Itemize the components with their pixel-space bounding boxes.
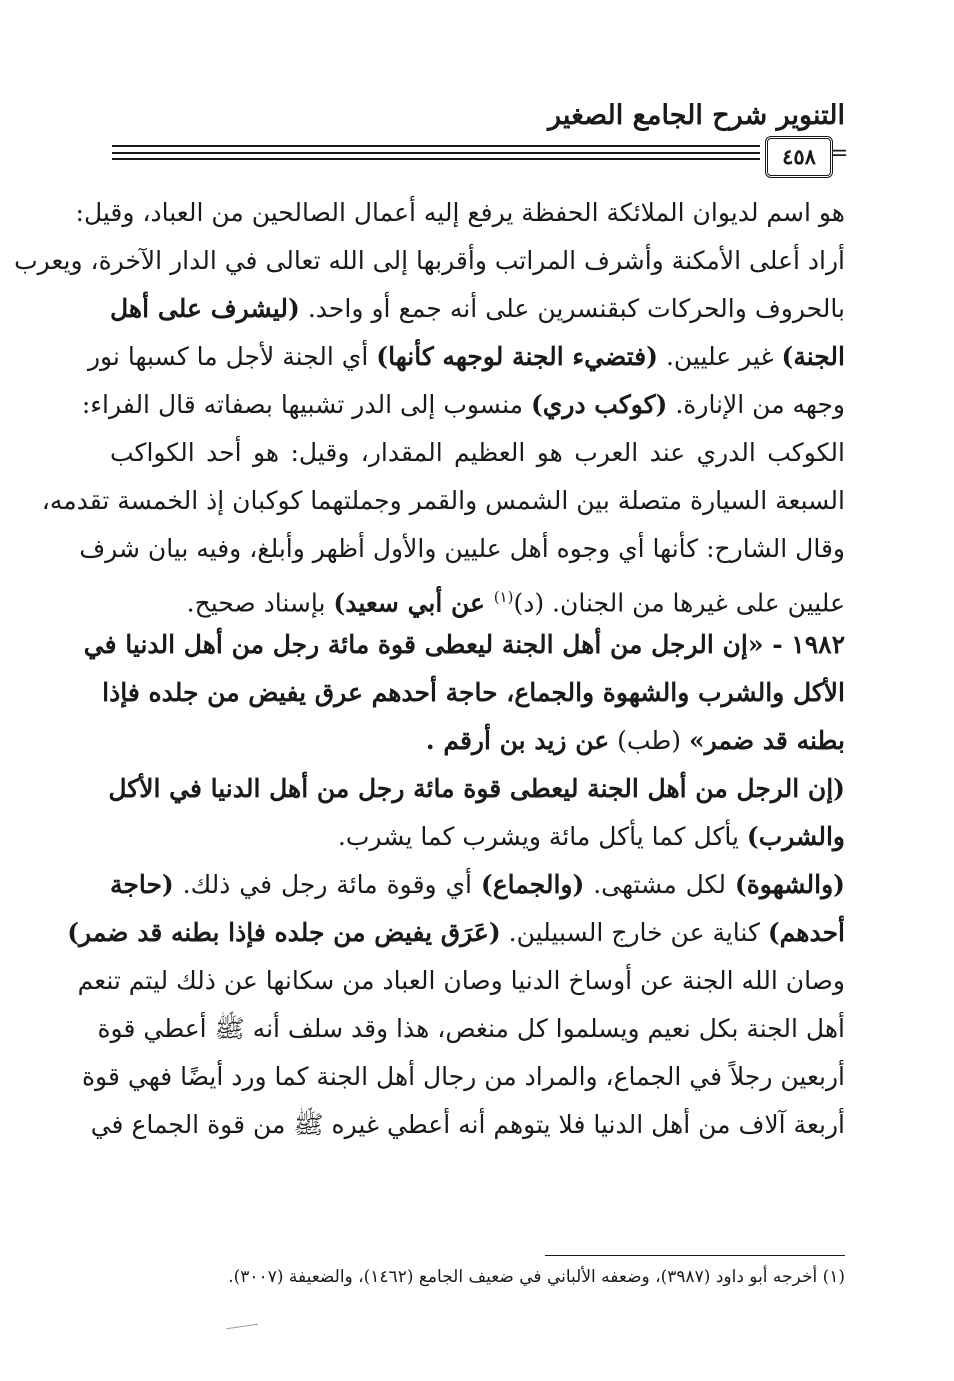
- bold-text: الأكل والشرب والشهوة والجماع، حاجة أحدهم عرق يفيض من جلده فإذا: [102, 678, 845, 707]
- text-span: هو اسم لديوان الملائكة الحفظة يرفع إليه أعمال الصالحين من العباد، وقيل:: [75, 198, 845, 227]
- text-line: [81, 381, 845, 429]
- bold-text: الجنة): [781, 342, 845, 371]
- text-span: أي الجنة لأجل ما كسبها نور: [87, 342, 377, 371]
- text-span: لكل مشتهى.: [584, 870, 735, 899]
- text-line: [77, 957, 845, 1005]
- text-span: وجهه من الإنارة.: [667, 390, 845, 419]
- text-line: [14, 237, 845, 285]
- text-line: [90, 1101, 845, 1149]
- text-span: يأكل كما يأكل مائة ويشرب كما يشرب.: [337, 822, 747, 851]
- text-span: (طب): [609, 726, 689, 755]
- text-line: [83, 621, 845, 669]
- bold-text: عن أبي سعيد): [333, 588, 494, 618]
- text-line: [110, 813, 845, 861]
- text-span: أهل الجنة بكل نعيم ويسلموا كل منغص، هذا وقد سلف أنه ﷺ أعطي قوة: [97, 1014, 845, 1043]
- text-span: منسوب إلى الدر تشبيها بصفاته قال الفراء:: [81, 390, 531, 419]
- text-line: [79, 525, 845, 573]
- text-span: غير عليين.: [658, 342, 782, 371]
- text-span: عليين على غيرها من الجنان. (د): [513, 588, 845, 618]
- text-span: أراد أعلى الأمكنة وأشرف المراتب وأقربها إلى الله تعالى في الدار الآخرة، ويعرب: [14, 246, 845, 275]
- bold-text: (عَرَق يفيض من جلده فإذا بطنه قد ضمر): [67, 918, 501, 947]
- text-line: [102, 669, 845, 717]
- text-span: أربعين رجلاً في الجماع، والمراد من رجال أهل الجنة كما ورد أيضًا فهي قوة: [81, 1062, 845, 1091]
- text-line: [110, 765, 845, 813]
- footnote-separator: [545, 1255, 845, 1256]
- text-span: بالحروف والحركات كبقنسرين على أنه جمع أو واحد.: [299, 294, 845, 323]
- bold-text: (والشهوة): [734, 870, 846, 899]
- text-line: [110, 285, 845, 333]
- pen-mark: [226, 1324, 258, 1329]
- text-line: [110, 717, 845, 765]
- text-span: كناية عن خارج السبيلين.: [500, 918, 768, 947]
- text-line: [110, 429, 845, 477]
- running-header-title: التنوير شرح الجامع الصغير: [548, 100, 845, 131]
- text-span: السبعة السيارة متصلة بين الشمس والقمر وجملتهما كوكبان إذ الخمسة تقدمه،: [41, 486, 845, 515]
- text-line: [97, 1005, 845, 1053]
- bold-text: بطنه قد ضمر»: [689, 726, 845, 755]
- header-rule: [112, 145, 760, 147]
- bold-text: (فتضيء الجنة لوجهه كأنها): [376, 342, 658, 371]
- text-line: [110, 861, 845, 909]
- page-number: ٤٥٨: [765, 136, 833, 178]
- text-line: [110, 573, 845, 621]
- text-span: بإسناد صحيح.: [186, 588, 334, 618]
- bold-text: أحدهم): [767, 918, 845, 947]
- bold-text: والشرب): [746, 822, 845, 851]
- bold-text: عن زيد بن أرقم .: [425, 726, 610, 755]
- text-line: [75, 189, 845, 237]
- page-marker: =: [830, 141, 849, 166]
- bold-text: (إن الرجل من أهل الجنة ليعطى قوة مائة رجل من أهل الدنيا في الأكل: [108, 774, 845, 803]
- text-line: [87, 333, 845, 381]
- bold-text: (كوكب دري): [530, 390, 668, 419]
- text-line: [81, 1053, 845, 1101]
- footnote: (١) أخرجه أبو داود (٣٩٨٧)، وضعفه الألباني في ضعيف الجامع (١٤٦٢)، والضعيفة (٣٠٠٧).: [228, 1267, 845, 1287]
- text-span: أربعة آلاف من أهل الدنيا فلا يتوهم أنه أعطي غيره ﷺ من قوة الجماع في: [90, 1110, 845, 1139]
- bold-text: (والجماع): [480, 870, 585, 899]
- text-line: [41, 477, 845, 525]
- bold-text: (ليشرف على أهل: [110, 294, 300, 323]
- text-line: [67, 909, 845, 957]
- text-span: وصان الله الجنة عن أوساخ الدنيا وصان العباد من سكانها عن ذلك ليتم تنعم: [77, 966, 845, 995]
- text-span: أي وقوة مائة رجل في ذلك.: [173, 870, 481, 899]
- footnote-ref: (١): [493, 588, 514, 606]
- header-rule: [112, 158, 760, 160]
- text-span: وقال الشارح: كأنها أي وجوه أهل عليين والأول أظهر وأبلغ، وفيه بيان شرف: [79, 534, 845, 563]
- header-rule: [112, 152, 760, 154]
- bold-text: (حاجة: [110, 870, 174, 899]
- text-span: الكوكب الدري عند العرب هو العظيم المقدار، وقيل: هو أحد الكواكب: [110, 438, 845, 467]
- bold-text: ١٩٨٢ - «إن الرجل من أهل الجنة ليعطى قوة مائة رجل من أهل الدنيا في: [83, 630, 845, 659]
